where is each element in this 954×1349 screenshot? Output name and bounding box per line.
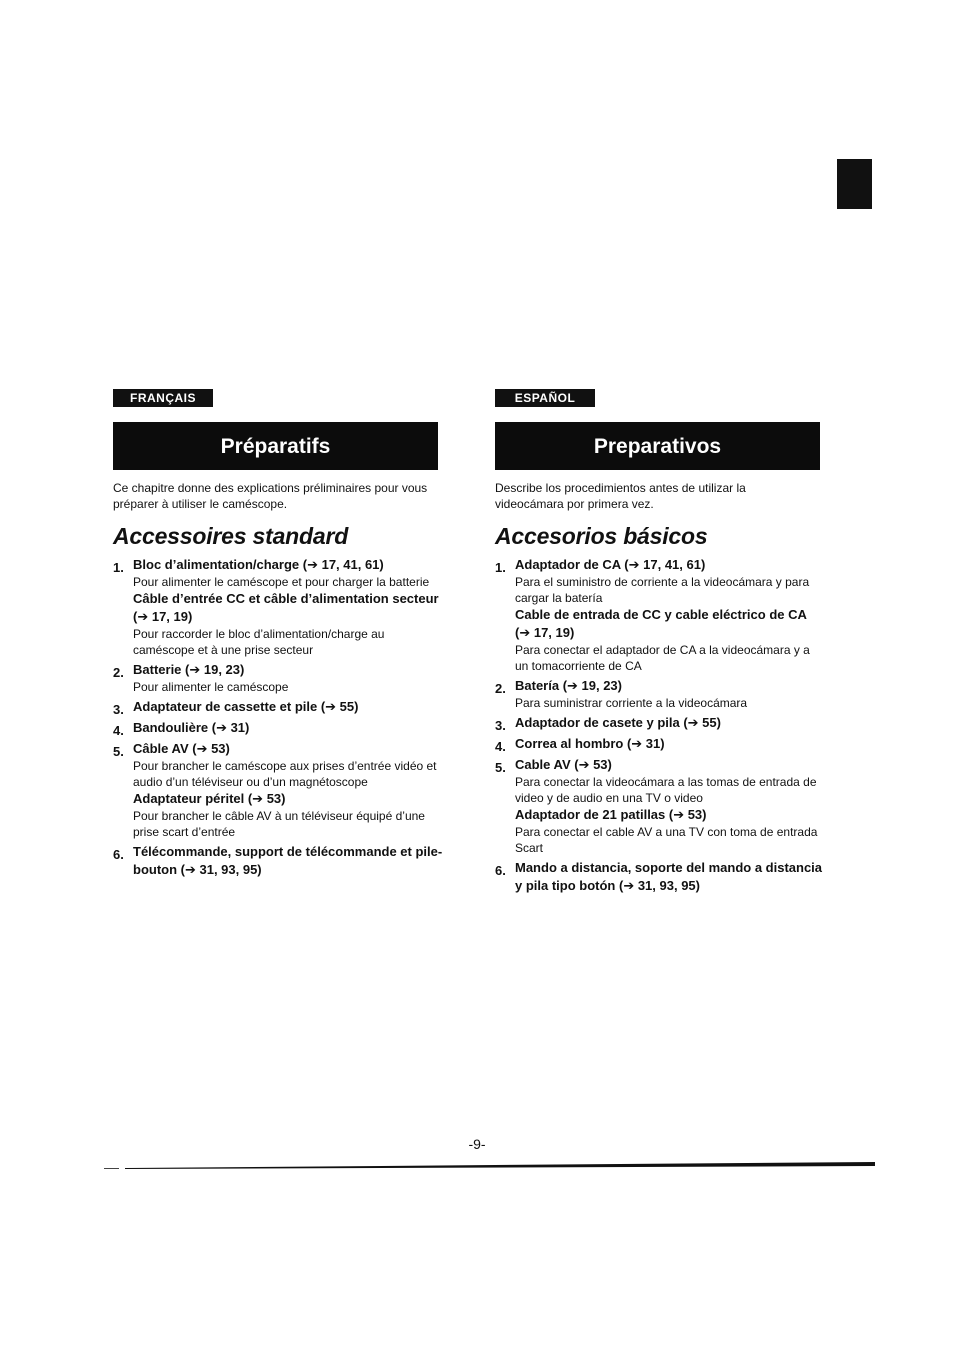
intro-text-spanish: Describe los procedimientos antes de utilizar la videocámara por primera vez.: [495, 481, 746, 511]
item-subtitle: Cable de entrada de CC y cable eléctrico de CA (➔ 17, 19): [515, 607, 807, 640]
list-item: [113, 698, 443, 716]
list-item: [495, 756, 825, 856]
item-sub-description: Pour raccorder le bloc d’alimentation/charge au caméscope et à une prise secteur: [133, 627, 385, 657]
item-sub-description: Pour brancher le câble AV à un téléviseur équipé d’une prise scart d’entrée: [133, 809, 425, 839]
item-title: Cable AV (➔ 53): [515, 757, 612, 772]
footer-rule: [125, 1162, 875, 1169]
item-number: 6.: [113, 847, 124, 862]
section-title-spanish: Accesorios básicos: [495, 523, 708, 549]
item-number: 3.: [495, 718, 506, 733]
list-item: [495, 556, 825, 674]
page-number: -9-: [468, 1136, 486, 1152]
list-item: [495, 677, 825, 711]
item-title: Mando a distancia, soporte del mando a distancia y pila tipo botón (➔ 31, 93, 95): [515, 860, 823, 893]
list-item: [495, 714, 825, 732]
item-sub-description: Para conectar el adaptador de CA a la videocámara y a un tomacorriente de CA: [515, 643, 810, 673]
language-label-spanish: ESPAÑOL: [495, 389, 595, 407]
item-title: Bandoulière (➔ 31): [133, 720, 250, 735]
item-number: 2.: [113, 665, 124, 680]
item-number: 6.: [495, 863, 506, 878]
item-title: Télécommande, support de télécommande et pile-bouton (➔ 31, 93, 95): [133, 844, 443, 877]
item-title: Correa al hombro (➔ 31): [515, 736, 665, 751]
chapter-title-french: Préparatifs: [113, 422, 438, 470]
item-number: 4.: [495, 739, 506, 754]
item-number: 5.: [113, 744, 124, 759]
list-item: [113, 719, 443, 737]
list-item: [113, 556, 443, 658]
item-subtitle: Adaptador de 21 patillas (➔ 53): [515, 807, 707, 822]
item-title: Câble AV (➔ 53): [133, 741, 230, 756]
item-number: 1.: [495, 560, 506, 575]
list-item: [113, 740, 443, 840]
list-item: [113, 661, 443, 695]
item-title: Batería (➔ 19, 23): [515, 678, 622, 693]
item-title: Adaptateur de cassette et pile (➔ 55): [133, 699, 359, 714]
section-title-french: Accessoires standard: [113, 523, 349, 549]
footer-rule-short: [104, 1168, 119, 1169]
intro-text-french: Ce chapitre donne des explications préliminaires pour vous préparer à utiliser le caméscope.: [113, 481, 428, 511]
item-number: 1.: [113, 560, 124, 575]
accessory-list-french: [113, 556, 443, 879]
list-item: [113, 843, 443, 879]
item-description: Pour alimenter le caméscope et pour charger la batterie: [133, 575, 430, 589]
item-description: Para suministrar corriente a la videocámara: [515, 696, 748, 710]
french-column: [113, 389, 443, 879]
item-number: 2.: [495, 681, 506, 696]
item-number: 3.: [113, 702, 124, 717]
item-title: Batterie (➔ 19, 23): [133, 662, 245, 677]
item-title: Adaptador de CA (➔ 17, 41, 61): [515, 557, 706, 572]
list-item: [495, 859, 825, 895]
item-title: Adaptador de casete y pila (➔ 55): [515, 715, 721, 730]
item-sub-description: Para conectar el cable AV a una TV con toma de entrada Scart: [515, 825, 818, 855]
item-number: 5.: [495, 760, 506, 775]
list-item: [495, 735, 825, 753]
language-label-french: FRANÇAIS: [113, 389, 213, 407]
item-description: Pour brancher le caméscope aux prises d’entrée vidéo et audio d’un téléviseur ou d’un magnétoscope: [133, 759, 437, 789]
item-description: Pour alimenter le caméscope: [133, 680, 289, 694]
accessory-list-spanish: [495, 556, 825, 895]
item-description: Para conectar la videocámara a las tomas de entrada de video y de audio en una TV o video: [515, 775, 817, 805]
item-title: Bloc d’alimentation/charge (➔ 17, 41, 61): [133, 557, 384, 572]
section-tab-marker: [837, 159, 872, 209]
item-subtitle: Câble d’entrée CC et câble d’alimentation secteur (➔ 17, 19): [133, 591, 439, 624]
item-number: 4.: [113, 723, 124, 738]
item-description: Para el suministro de corriente a la videocámara y para cargar la batería: [515, 575, 810, 605]
chapter-title-spanish: Preparativos: [495, 422, 820, 470]
spanish-column: [495, 389, 825, 895]
item-subtitle: Adaptateur péritel (➔ 53): [133, 791, 286, 806]
